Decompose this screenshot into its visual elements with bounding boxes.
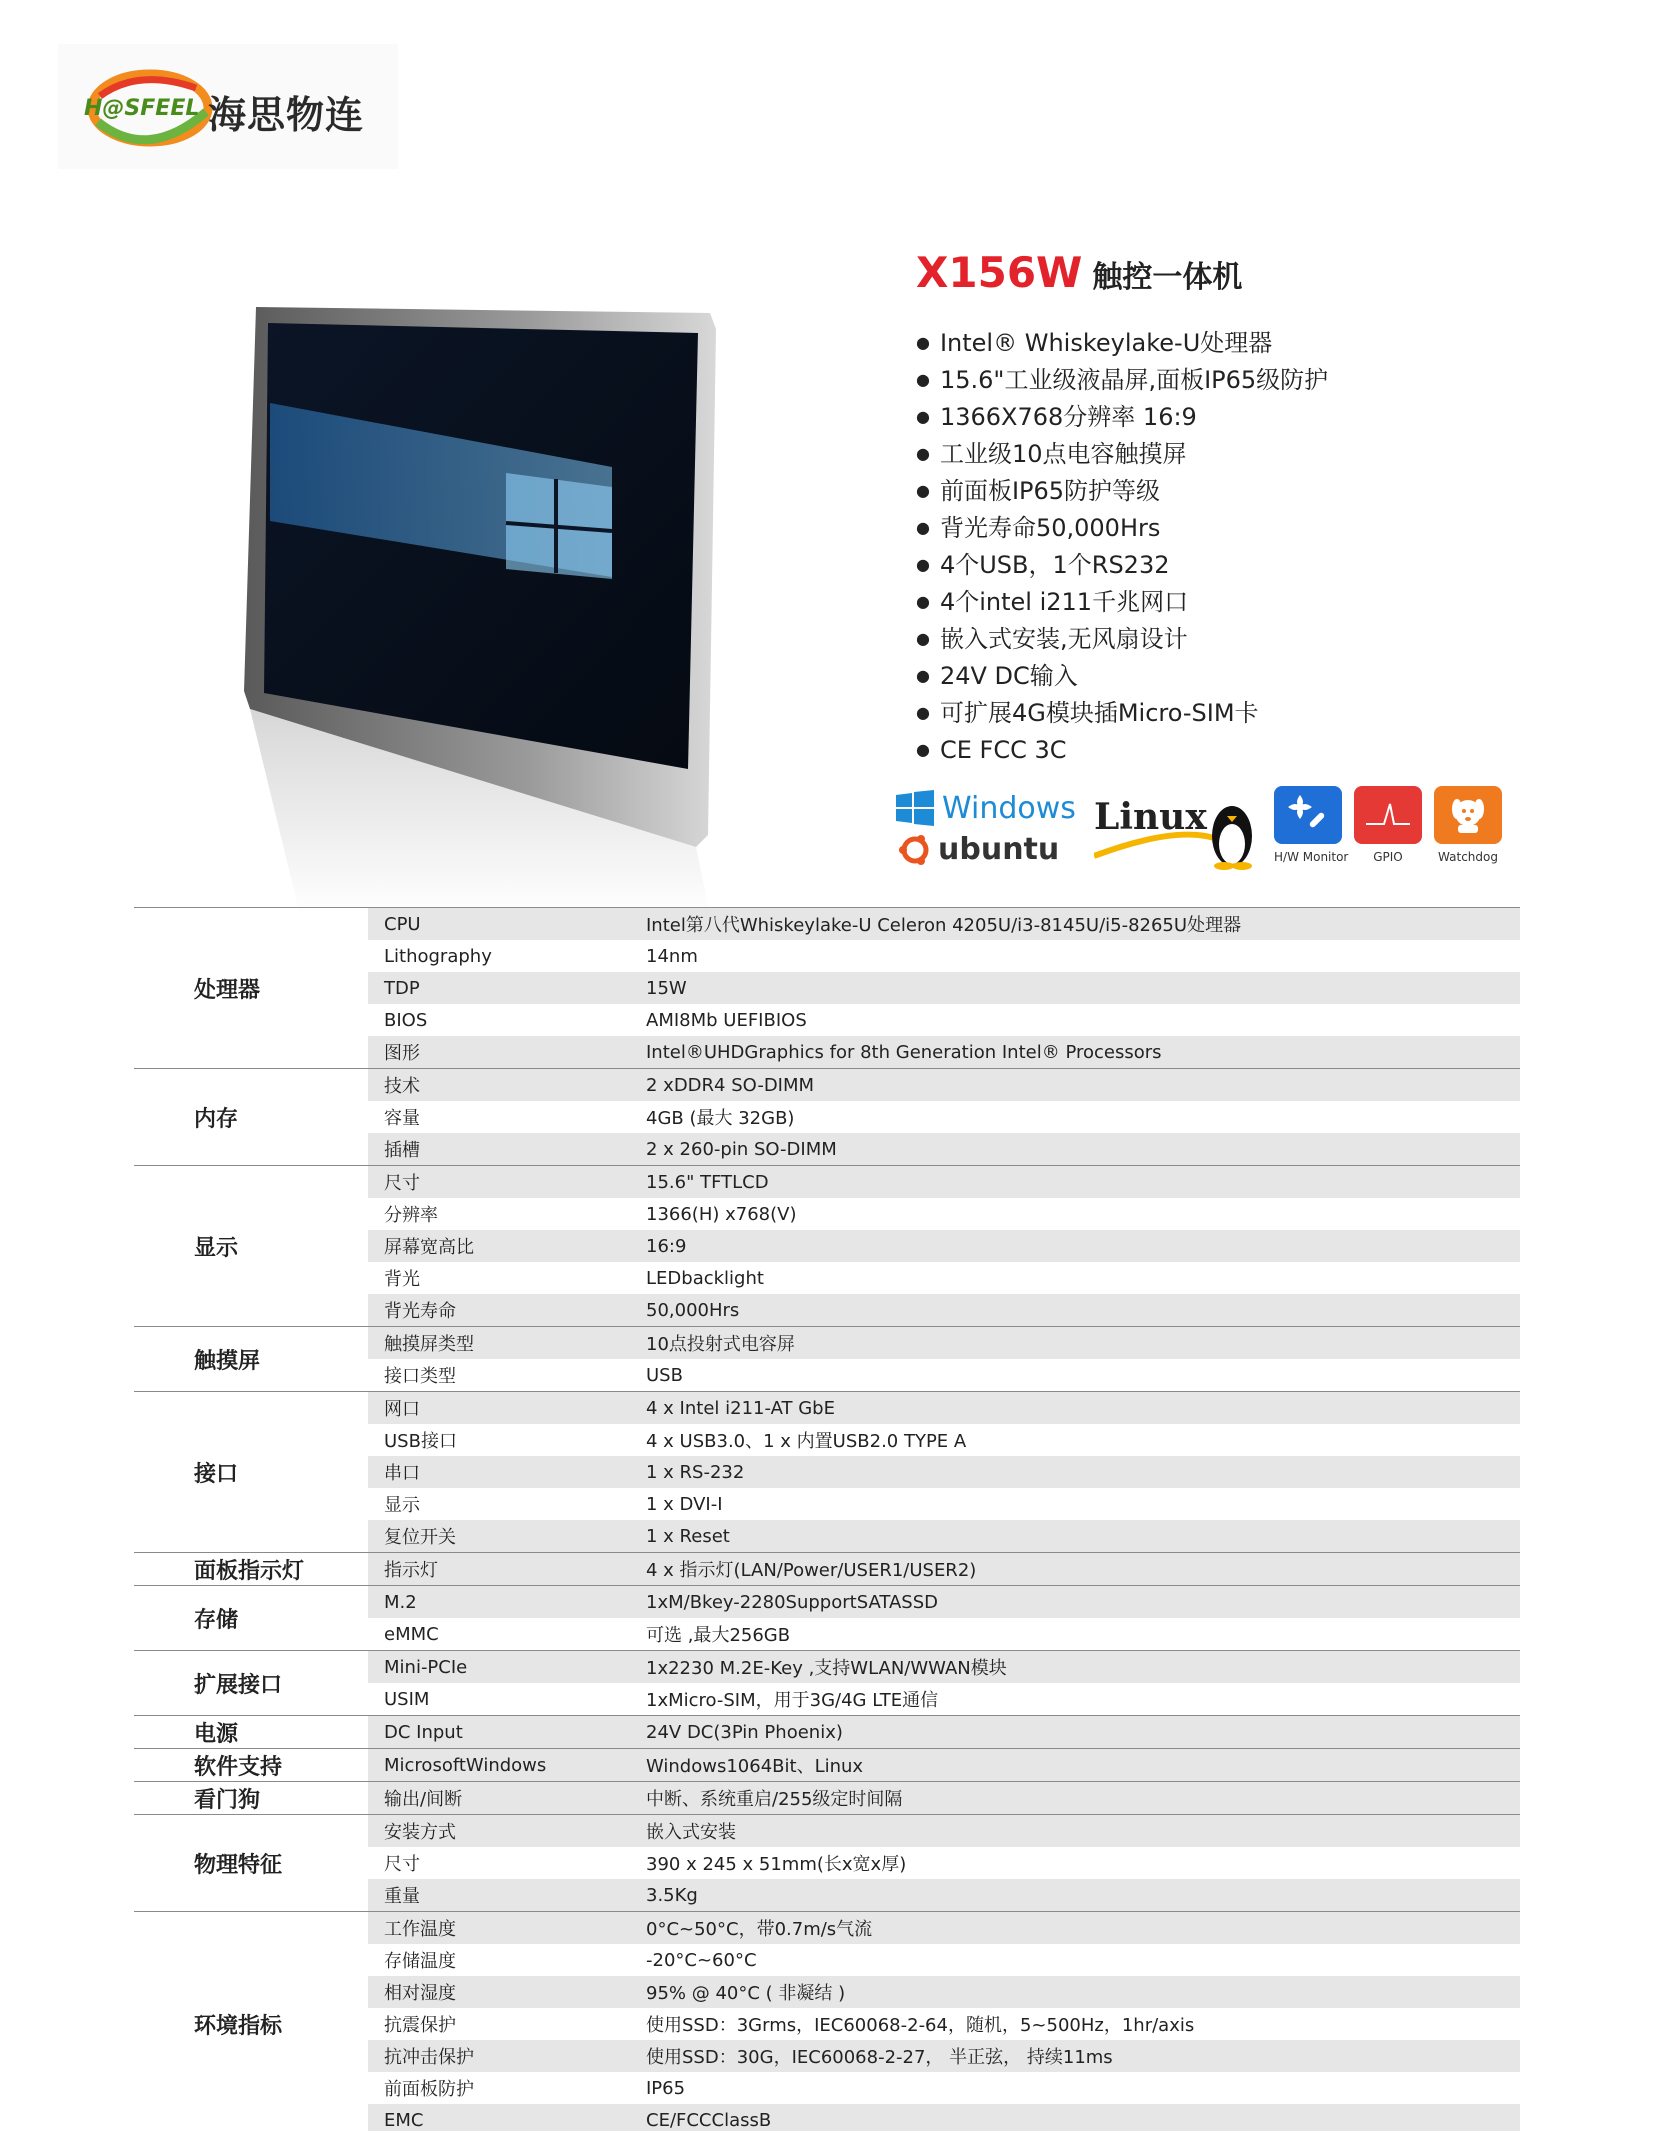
spec-key: 技术 <box>384 1076 420 1097</box>
feature-item: ● 24V DC输入 <box>916 659 1328 696</box>
windows-logo <box>896 790 1076 826</box>
spec-row <box>368 1069 1520 1101</box>
brand-logo <box>58 44 398 169</box>
spec-value: 2 x 260-pin SO-DIMM <box>646 1138 837 1160</box>
spec-key: Mini-PCIe <box>384 1656 468 1678</box>
spec-value: 1x2230 M.2E-Key ,支持WLAN/WWAN模块 <box>646 1658 1007 1679</box>
spec-value: USB <box>646 1364 683 1386</box>
spec-row <box>368 940 1520 972</box>
spec-row <box>368 2008 1520 2040</box>
spec-key: M.2 <box>384 1591 417 1613</box>
spec-group <box>134 1814 1520 1911</box>
spec-value: 14nm <box>646 945 698 967</box>
spec-key: USB接口 <box>384 1431 457 1452</box>
spec-row <box>368 1520 1520 1552</box>
feature-item: ● 嵌入式安装,无风扇设计 <box>916 622 1328 659</box>
feature-item: ● 可扩展4G模块插Micro-SIM卡 <box>916 696 1328 733</box>
spec-value: 1 x Reset <box>646 1525 730 1547</box>
watchdog-badge <box>1434 786 1502 864</box>
spec-value: 3.5Kg <box>646 1884 698 1906</box>
spec-row <box>368 1847 1520 1879</box>
spec-value: 24V DC(3Pin Phoenix) <box>646 1721 843 1743</box>
spec-value: 50,000Hrs <box>646 1299 740 1321</box>
ubuntu-label: ubuntu <box>938 832 1060 867</box>
spec-key: 指示灯 <box>384 1560 438 1581</box>
spec-row <box>368 1392 1520 1424</box>
spec-value: 使用SSD：3Grms，IEC60068-2-64，随机，5~500Hz，1hr/axis <box>646 2015 1195 2036</box>
spec-key: 显示 <box>384 1495 420 1516</box>
spec-key: 插槽 <box>384 1140 420 1161</box>
spec-key: TDP <box>384 977 420 999</box>
spec-row <box>368 1327 1520 1359</box>
spec-value: LEDbacklight <box>646 1267 764 1289</box>
spec-value: 嵌入式安装 <box>646 1822 736 1843</box>
spec-group <box>134 1781 1520 1814</box>
spec-row <box>368 1716 1520 1748</box>
spec-value: 1 x RS-232 <box>646 1461 745 1483</box>
spec-row <box>368 1782 1520 1814</box>
spec-key: 复位开关 <box>384 1527 456 1548</box>
spec-value: 4 x Intel i211-AT GbE <box>646 1397 835 1419</box>
spec-group-label: 电源 <box>194 1721 239 1747</box>
spec-row <box>368 1424 1520 1456</box>
spec-row <box>368 1879 1520 1911</box>
spec-key: DC Input <box>384 1721 463 1743</box>
spec-row <box>368 1004 1520 1036</box>
spec-group-label: 环境指标 <box>194 2013 283 2039</box>
spec-value: AMI8Mb UEFIBIOS <box>646 1009 807 1031</box>
spec-value: 390 x 245 x 51mm(长x宽x厚) <box>646 1854 907 1875</box>
linux-logo <box>1094 786 1264 874</box>
spec-group <box>134 1650 1520 1715</box>
spec-key: 串口 <box>384 1463 420 1484</box>
spec-row <box>368 1133 1520 1165</box>
spec-key: BIOS <box>384 1009 428 1031</box>
product-image <box>240 295 730 915</box>
spec-key: 背光寿命 <box>384 1301 456 1322</box>
dog-icon <box>1434 786 1502 844</box>
spec-key: CPU <box>384 913 421 935</box>
hw-monitor-label: H/W Monitor <box>1274 850 1349 864</box>
spec-group <box>134 1068 1520 1165</box>
spec-row <box>368 1294 1520 1326</box>
watchdog-label: Watchdog <box>1438 850 1498 864</box>
spec-row <box>368 1651 1520 1683</box>
gpio-badge <box>1354 786 1422 864</box>
spec-row <box>368 1976 1520 2008</box>
spec-row <box>368 1553 1520 1585</box>
feature-icons <box>1274 786 1502 864</box>
spec-key: 尺寸 <box>384 1854 420 1875</box>
feature-item: ● 背光寿命50,000Hrs <box>916 511 1328 548</box>
hw-monitor-badge <box>1274 786 1349 864</box>
spec-value: 95% @ 40°C ( 非凝结 ) <box>646 1983 846 2004</box>
spec-value: 1xM/Bkey-2280SupportSATASSD <box>646 1591 938 1613</box>
spec-key: 接口类型 <box>384 1366 456 1387</box>
spec-group-label: 软件支持 <box>194 1754 283 1780</box>
spec-group-label: 看门狗 <box>194 1787 261 1813</box>
spec-value: Intel®UHDGraphics for 8th Generation Intel® Processors <box>646 1041 1162 1063</box>
feature-item: ● 4个intel i211千兆网口 <box>916 585 1328 622</box>
spec-group-label: 扩展接口 <box>194 1672 283 1698</box>
spec-row <box>368 1618 1520 1650</box>
spec-key: 前面板防护 <box>384 2079 474 2100</box>
spec-group-label: 显示 <box>194 1235 239 1261</box>
os-logos <box>896 786 1516 876</box>
spec-group <box>134 1326 1520 1391</box>
spec-key: 抗震保护 <box>384 2015 456 2036</box>
brand-logo-text: H@SFEEL <box>84 96 200 121</box>
feature-item: ● 15.6"工业级液晶屏,面板IP65级防护 <box>916 363 1328 400</box>
spec-row <box>368 1488 1520 1520</box>
spec-group-label: 物理特征 <box>194 1852 283 1878</box>
spec-value: 2 xDDR4 SO-DIMM <box>646 1074 815 1096</box>
spec-row <box>368 1359 1520 1391</box>
spec-key: eMMC <box>384 1623 439 1645</box>
spec-key: 容量 <box>384 1108 420 1129</box>
spec-group-label: 面板指示灯 <box>194 1558 305 1584</box>
spec-key: 背光 <box>384 1269 420 1290</box>
spec-key: 输出/间断 <box>384 1789 463 1810</box>
spec-row <box>368 1101 1520 1133</box>
signal-icon <box>1354 786 1422 844</box>
spec-row <box>368 1749 1520 1781</box>
spec-group <box>134 1911 1520 2131</box>
spec-group-label: 接口 <box>194 1461 239 1487</box>
spec-value: Intel第八代Whiskeylake-U Celeron 4205U/i3-8145U/i5-8265U处理器 <box>646 915 1242 936</box>
spec-key: MicrosoftWindows <box>384 1754 547 1776</box>
spec-group-label: 触摸屏 <box>194 1348 261 1374</box>
spec-value: 16:9 <box>646 1235 687 1257</box>
spec-key: 存储温度 <box>384 1951 456 1972</box>
spec-row <box>368 2104 1520 2131</box>
feature-item: ● 工业级10点电容触摸屏 <box>916 437 1328 474</box>
spec-group-label: 存储 <box>194 1607 239 1633</box>
spec-row <box>368 1912 1520 1944</box>
spec-row <box>368 1230 1520 1262</box>
spec-value: 1xMicro-SIM，用于3G/4G LTE通信 <box>646 1690 939 1711</box>
feature-item: ● Intel® Whiskeylake-U处理器 <box>916 326 1328 363</box>
spec-value: 4 x 指示灯(LAN/Power/USER1/USER2) <box>646 1560 977 1581</box>
spec-value: CE/FCCClassB <box>646 2109 772 2131</box>
feature-item: ● 前面板IP65防护等级 <box>916 474 1328 511</box>
product-name: 触控一体机 <box>1092 260 1243 295</box>
spec-key: EMC <box>384 2109 424 2131</box>
ubuntu-icon <box>898 833 932 867</box>
spec-row <box>368 1198 1520 1230</box>
spec-value: Windows1064Bit、Linux <box>646 1756 864 1777</box>
spec-row <box>368 1586 1520 1618</box>
spec-value: 4GB (最大 32GB) <box>646 1108 795 1129</box>
spec-group-label: 处理器 <box>194 977 261 1003</box>
spec-value: 可选 ,最大256GB <box>646 1625 791 1646</box>
spec-row <box>368 908 1520 940</box>
spec-row <box>368 1262 1520 1294</box>
product-title <box>916 248 1242 297</box>
feature-item: ● CE FCC 3C <box>916 733 1328 770</box>
spec-row <box>368 1166 1520 1198</box>
spec-group <box>134 907 1520 1068</box>
spec-group <box>134 1391 1520 1552</box>
windows-icon <box>896 790 934 826</box>
spec-key: 工作温度 <box>384 1919 456 1940</box>
spec-value: -20°C~60°C <box>646 1949 757 1971</box>
spec-group-label: 内存 <box>194 1106 239 1132</box>
spec-row <box>368 2040 1520 2072</box>
spec-key: 抗冲击保护 <box>384 2047 474 2068</box>
spec-value: 10点投射式电容屏 <box>646 1334 795 1355</box>
spec-key: 网口 <box>384 1399 420 1420</box>
product-model: X156W <box>916 248 1083 297</box>
spec-group <box>134 1715 1520 1748</box>
spec-group <box>134 1748 1520 1781</box>
spec-row <box>368 1815 1520 1847</box>
linux-label: Linux <box>1094 796 1207 838</box>
spec-key: 重量 <box>384 1886 420 1907</box>
spec-value: IP65 <box>646 2077 686 2099</box>
spec-value: 中断、系统重启/255级定时间隔 <box>646 1789 903 1810</box>
spec-row <box>368 1683 1520 1715</box>
spec-key: 相对湿度 <box>384 1983 456 2004</box>
spec-value: 使用SSD：30G，IEC60068-2-27， 半正弦， 持续11ms <box>646 2047 1113 2068</box>
spec-key: 图形 <box>384 1043 420 1064</box>
spec-value: 15.6" TFTLCD <box>646 1171 769 1193</box>
fan-icon <box>1274 786 1342 844</box>
spec-row <box>368 1456 1520 1488</box>
spec-key: 分辨率 <box>384 1205 438 1226</box>
spec-table <box>134 907 1520 2131</box>
feature-item: ● 4个USB，1个RS232 <box>916 548 1328 585</box>
spec-value: 15W <box>646 977 687 999</box>
spec-key: 屏幕宽高比 <box>384 1237 474 1258</box>
brand-name: 海思物连 <box>208 93 365 137</box>
spec-value: 1 x DVI-I <box>646 1493 723 1515</box>
spec-group <box>134 1165 1520 1326</box>
spec-key: 触摸屏类型 <box>384 1334 474 1355</box>
ubuntu-logo <box>898 832 1059 867</box>
spec-row <box>368 972 1520 1004</box>
spec-group <box>134 1552 1520 1585</box>
feature-item: ● 1366X768分辨率 16:9 <box>916 400 1328 437</box>
spec-row <box>368 1944 1520 1976</box>
feature-list <box>916 326 1328 770</box>
spec-value: 0°C~50°C，带0.7m/s气流 <box>646 1919 873 1940</box>
spec-row <box>368 2072 1520 2104</box>
spec-key: 安装方式 <box>384 1822 456 1843</box>
spec-key: 尺寸 <box>384 1173 420 1194</box>
windows-label: Windows <box>942 790 1076 826</box>
spec-key: USIM <box>384 1688 430 1710</box>
spec-value: 4 x USB3.0、1 x 内置USB2.0 TYPE A <box>646 1431 967 1452</box>
spec-key: Lithography <box>384 945 492 967</box>
spec-value: 1366(H) x768(V) <box>646 1203 797 1225</box>
spec-row <box>368 1036 1520 1068</box>
gpio-label: GPIO <box>1373 850 1403 864</box>
spec-group <box>134 1585 1520 1650</box>
